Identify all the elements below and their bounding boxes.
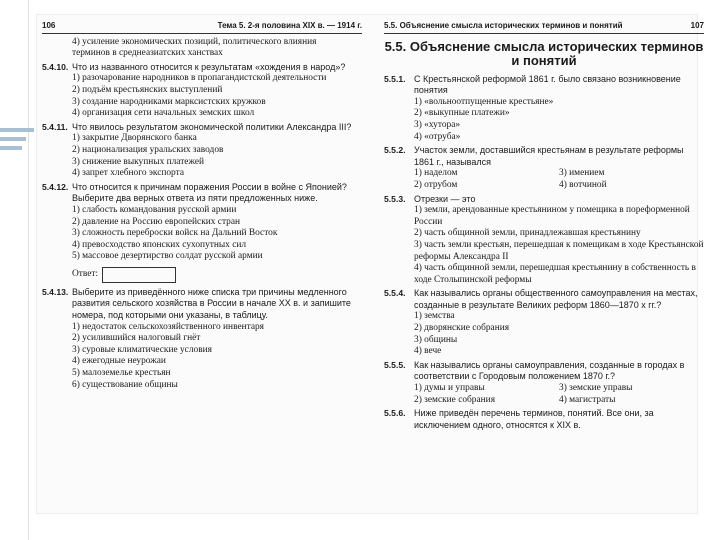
answer-option: 3) «хутора»: [414, 119, 461, 130]
answer-option: 4) превосходство японских сухопутных сил: [72, 239, 247, 250]
left-page-header: [42, 20, 362, 34]
left-page: [42, 20, 362, 391]
question-number: 5.5.5.: [384, 359, 406, 370]
running-title: Тема 5. 2-я половина XIX в. — 1914 г.: [217, 21, 362, 30]
answer-option: 1) земли, арендованные крестьянином у помещика в пореформенной России: [414, 205, 690, 227]
answer-option: 4) ежегодные неурожаи: [72, 356, 166, 367]
answer-option: 2) давление на Россию европейских стран: [72, 216, 241, 227]
answer-option: 1) думы и управы: [414, 383, 485, 394]
question-number: 5.5.4.: [384, 288, 406, 299]
answer-option: 3) суровые климатические условия: [72, 344, 212, 355]
question-5-5-6: [384, 408, 704, 431]
question-text: Участок земли, доставшийся крестьянам в результате реформы 1861 г., назывался: [414, 145, 684, 167]
page-number: 107: [690, 21, 704, 30]
question-number: 5.4.11.: [42, 121, 68, 132]
question-5-4-11: [42, 122, 362, 180]
question-text: С Крестьянской реформой 1861 г. было связано возникновение понятия: [414, 73, 681, 96]
text-line: 4) усиление экономических позиций, политического влияния: [72, 36, 317, 47]
answer-option: 2) «выкупные платежи»: [414, 108, 510, 119]
answer-label: Ответ:: [72, 269, 99, 280]
question-text: Как назывались органы самоуправления, созданные в городах в соответствии с Городовым положением 1870 г.?: [414, 359, 685, 382]
answer-option-row: [384, 383, 704, 395]
answer-option: 1) земства: [414, 311, 455, 322]
question-text: Что из названного относится к результатам «хождения в народ»?: [72, 61, 346, 72]
answer-field: [42, 267, 362, 283]
decoration-bar: [0, 146, 22, 150]
answer-option: 1) «вольноотпущенные крестьяне»: [414, 96, 554, 107]
answer-option: 1) наделом: [414, 168, 458, 179]
question-text: Что явилось результатом экономической политики Александра III?: [72, 121, 352, 132]
answer-option: 4) вотчиной: [559, 179, 607, 190]
page-number: 106: [42, 21, 56, 30]
question-text: Что относится к причинам поражения России в войне с Японией? Выберите два верных ответа из пяти предложенных ниже.: [72, 181, 347, 204]
question-5-4-13: [42, 287, 362, 391]
answer-option: 1) слабость командования русской армии: [72, 204, 237, 215]
answer-option: 1) недостаток сельскохозяйственного инвентаря: [72, 321, 264, 332]
slide-left-rule: [28, 0, 29, 540]
answer-option: 4) часть общинной земли, перешедшая крестьянину в собственность в ходе Столыпинской реформы: [414, 263, 696, 285]
answer-option: 2) земские собрания: [414, 394, 496, 405]
right-page-header: [384, 20, 704, 34]
question-text: Как назывались органы общественного самоуправления на местах, созданные в результате Великих реформ 1860—1870 х гг.?: [414, 288, 698, 310]
answer-option: 2) дворянские собрания: [414, 323, 510, 334]
question-number: 5.5.3.: [384, 193, 406, 204]
answer-option: 5) малоземелье крестьян: [72, 368, 171, 379]
question-5-5-4: [384, 288, 704, 358]
answer-option: 1) закрытие Дворянского банка: [72, 133, 197, 144]
question-number: 5.5.2.: [384, 145, 406, 156]
answer-option-row: [384, 180, 704, 192]
question-5-4-12: [42, 182, 362, 283]
answer-option: 3) сложность переброски войск на Дальний Восток: [72, 228, 278, 239]
running-title: 5.5. Объяснение смысла исторических терминов и понятий: [384, 21, 623, 30]
question-text: Отрезки — это: [414, 193, 476, 204]
scanned-spread: [36, 14, 704, 514]
answer-option: 2) усилившийся налоговый гнёт: [72, 333, 201, 344]
question-5-5-2: [384, 145, 704, 191]
answer-option: 3) земские управы: [559, 383, 633, 394]
decoration-bar: [0, 137, 26, 141]
answer-option: 5) массовое дезертирство солдат русской армии: [72, 251, 263, 262]
answer-option: 4) вече: [414, 346, 442, 357]
question-number: 5.5.1.: [384, 73, 406, 84]
question-text: Ниже приведён перечень терминов, понятий. Все они, за исключением одного, относятся к XIX в.: [414, 408, 654, 430]
question-text: Выберите из приведённого ниже списка три причины медленного развития сельского хозяйства в России в начале XX в. и запишите номера, под которыми они указаны, в таблицу.: [72, 286, 351, 321]
answer-option: 3) снижение выкупных платежей: [72, 156, 205, 167]
answer-option: 3) общины: [414, 334, 458, 345]
section-title: 5.5. Объяснение смысла исторических терминов и понятий: [384, 38, 704, 68]
text-line: терминов в среднеазиатских ханствах: [72, 48, 223, 59]
question-number: 5.4.13.: [42, 286, 69, 297]
question-number: 5.4.10.: [42, 61, 69, 72]
question-5-5-5: [384, 360, 704, 406]
answer-option: 4) запрет хлебного экспорта: [72, 168, 184, 179]
answer-box[interactable]: [102, 267, 176, 283]
question-number: 5.5.6.: [384, 408, 406, 419]
answer-option: 1) разочарование народников в пропагандистской деятельности: [72, 73, 327, 84]
question-5-4-10: [42, 62, 362, 120]
answer-option: 4) «отруба»: [414, 131, 461, 142]
answer-option: 2) национализация уральских заводов: [72, 144, 224, 155]
decoration-bar: [0, 128, 34, 132]
question-5-5-3: [384, 194, 704, 287]
answer-option-row: [384, 168, 704, 180]
answer-option: 4) организация сети начальных земских школ: [72, 108, 255, 119]
answer-option: 3) создание народниками марксистских кружков: [72, 96, 266, 107]
answer-option-row: [384, 395, 704, 407]
answer-option: 3) имением: [559, 168, 605, 179]
continued-text: [42, 37, 362, 60]
answer-option: 3) часть земли крестьян, перешедшая к помещикам в ходе Крестьянской реформы Александра II: [414, 239, 704, 262]
right-page: [384, 20, 704, 431]
answer-option: 2) подъём крестьянских выступлений: [72, 84, 223, 95]
answer-option: 6) существование общины: [72, 379, 178, 390]
question-5-5-1: [384, 74, 704, 144]
answer-option: 2) часть общинной земли, принадлежавшая крестьянину: [414, 228, 641, 239]
question-number: 5.4.12.: [42, 181, 69, 192]
answer-option: 2) отрубом: [414, 179, 458, 190]
answer-option: 4) магистраты: [559, 394, 616, 405]
